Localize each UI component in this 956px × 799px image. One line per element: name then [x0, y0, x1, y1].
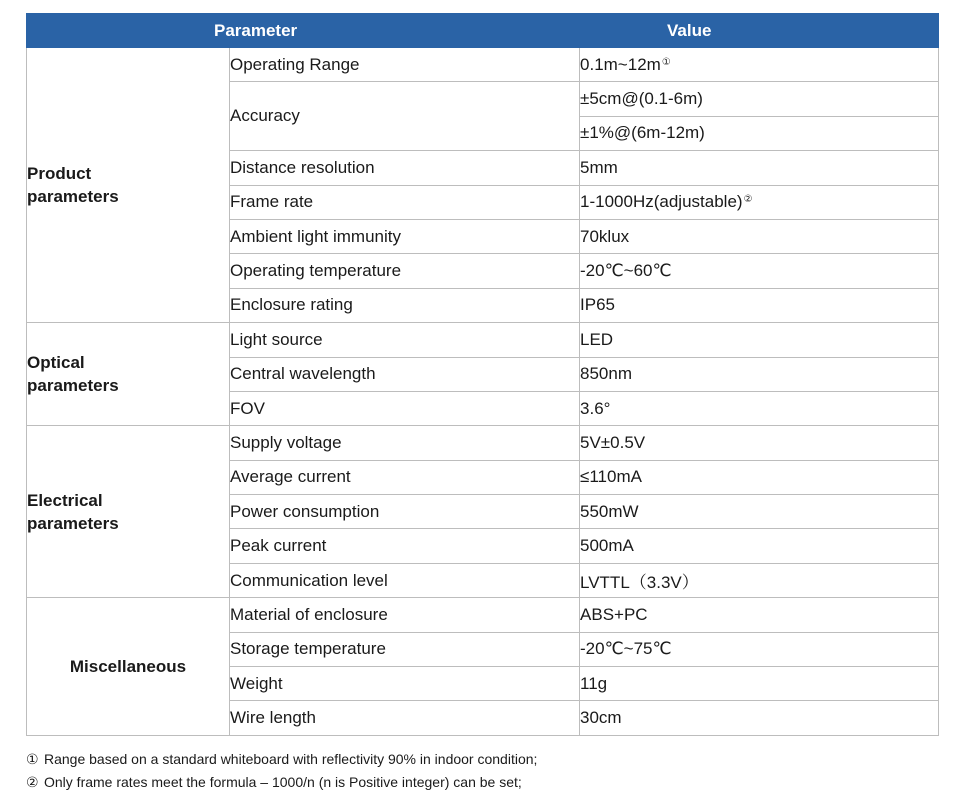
- value-cell: ±5cm@(0.1-6m): [580, 82, 939, 116]
- table-row: [27, 48, 939, 82]
- value-text: 1-1000Hz(adjustable): [580, 192, 743, 212]
- group-label-line: Product: [27, 164, 92, 184]
- group-label-line: parameters: [27, 376, 119, 396]
- group-label-product: [27, 48, 230, 323]
- param-cell: Distance resolution: [230, 151, 580, 185]
- value-cell: ≤110mA: [580, 460, 939, 494]
- param-cell: Weight: [230, 667, 580, 701]
- footnote-mark: ①: [26, 751, 39, 767]
- param-cell: Average current: [230, 460, 580, 494]
- value-cell: 850nm: [580, 357, 939, 391]
- value-cell: 3.6°: [580, 391, 939, 425]
- footnote-mark: ②: [26, 774, 39, 790]
- header-parameter: Parameter: [27, 14, 580, 48]
- value-cell: IP65: [580, 288, 939, 322]
- param-cell: Enclosure rating: [230, 288, 580, 322]
- value-cell: 550mW: [580, 495, 939, 529]
- group-label-electrical: [27, 426, 230, 598]
- param-cell: FOV: [230, 391, 580, 425]
- param-cell: Storage temperature: [230, 632, 580, 666]
- param-cell: Frame rate: [230, 185, 580, 219]
- param-cell: Ambient light immunity: [230, 219, 580, 253]
- group-label-line: parameters: [27, 513, 119, 533]
- table-row: [27, 598, 939, 632]
- group-label-miscellaneous: Miscellaneous: [27, 598, 230, 736]
- footnote-mark: ①: [661, 56, 671, 68]
- header-value: Value: [580, 14, 939, 48]
- spec-table: [26, 13, 939, 736]
- table-row: [27, 426, 939, 460]
- param-cell: Light source: [230, 323, 580, 357]
- value-cell: 70klux: [580, 219, 939, 253]
- value-cell: LVTTL（3.3V）: [580, 563, 939, 597]
- param-cell: Wire length: [230, 701, 580, 735]
- table-row: [27, 323, 939, 357]
- footnote: [26, 771, 537, 794]
- group-label-line: Optical: [27, 353, 85, 373]
- param-cell: Peak current: [230, 529, 580, 563]
- footnote-mark: ②: [743, 194, 753, 206]
- param-cell: Central wavelength: [230, 357, 580, 391]
- param-cell: Communication level: [230, 563, 580, 597]
- param-cell: Power consumption: [230, 495, 580, 529]
- value-cell: ±1%@(6m-12m): [580, 116, 939, 150]
- param-cell: Operating temperature: [230, 254, 580, 288]
- value-cell: ABS+PC: [580, 598, 939, 632]
- footnote-text: Only frame rates meet the formula – 1000/n (n is Positive integer) can be set;: [44, 774, 522, 790]
- value-cell: [580, 185, 939, 219]
- value-cell: [580, 48, 939, 82]
- param-cell: Accuracy: [230, 82, 580, 151]
- group-label-optical: [27, 323, 230, 426]
- footnotes: [26, 748, 537, 794]
- value-cell: -20℃~60℃: [580, 254, 939, 288]
- footnote-text: Range based on a standard whiteboard with reflectivity 90% in indoor condition;: [44, 751, 538, 767]
- value-cell: 5mm: [580, 151, 939, 185]
- group-label-line: Electrical: [27, 490, 103, 510]
- param-cell: Supply voltage: [230, 426, 580, 460]
- value-cell: 5V±0.5V: [580, 426, 939, 460]
- value-cell: 11g: [580, 667, 939, 701]
- footnote: [26, 748, 537, 771]
- value-text: 0.1m~12m: [580, 54, 661, 74]
- value-cell: 30cm: [580, 701, 939, 735]
- value-cell: LED: [580, 323, 939, 357]
- group-label-line: parameters: [27, 187, 119, 207]
- value-cell: -20℃~75℃: [580, 632, 939, 666]
- header-row: [27, 14, 939, 48]
- value-cell: 500mA: [580, 529, 939, 563]
- param-cell: Operating Range: [230, 48, 580, 82]
- param-cell: Material of enclosure: [230, 598, 580, 632]
